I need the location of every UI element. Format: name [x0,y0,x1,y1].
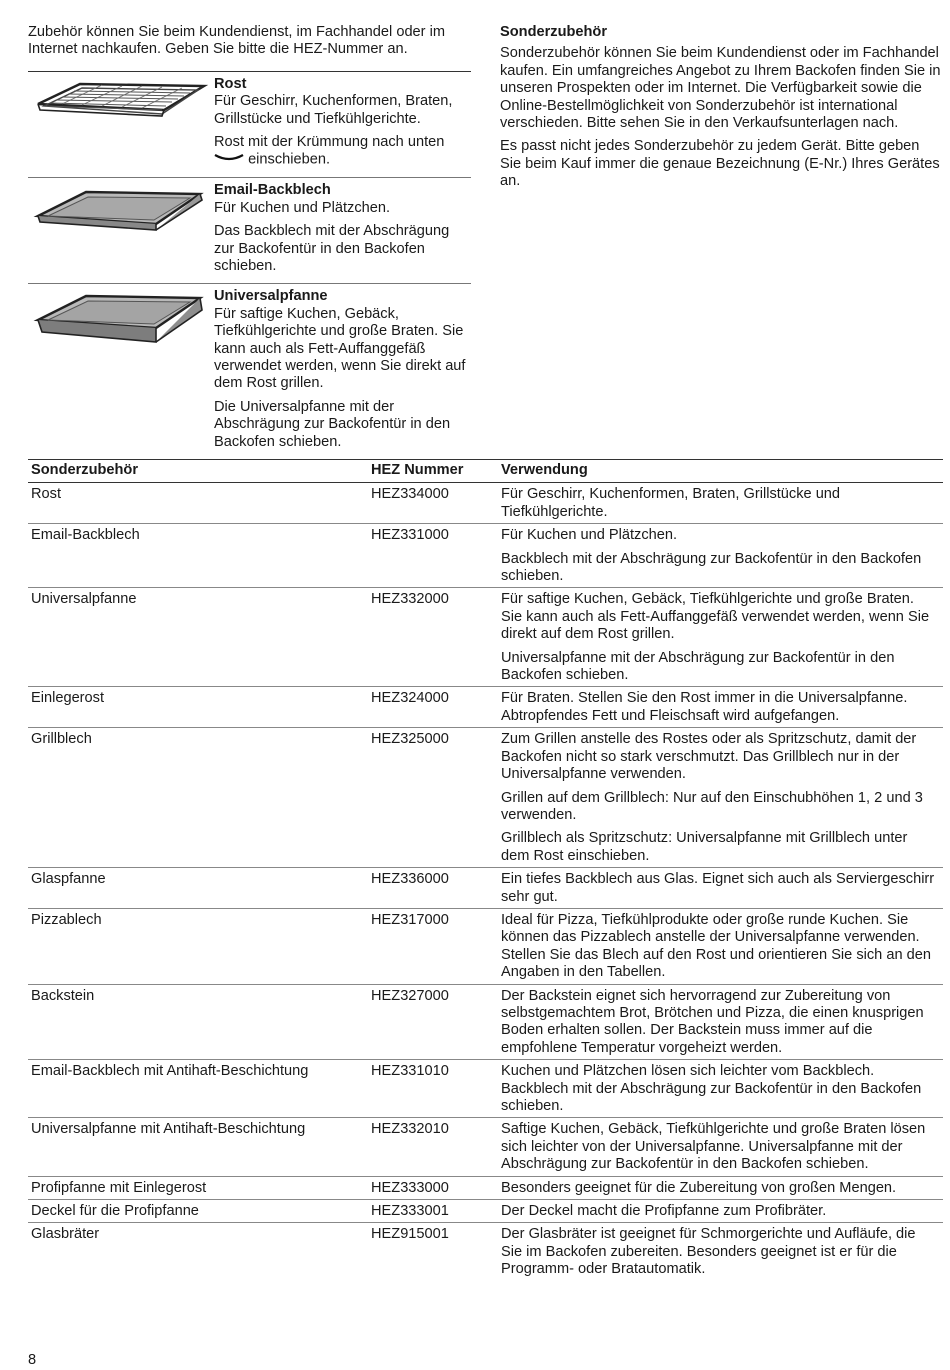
accessory-note-after: einschieben. [248,152,331,168]
table-header-row [28,460,943,483]
table-row [28,686,943,727]
cell-use [501,1203,943,1220]
cell-hez: HEZ332000 [371,591,449,608]
cell-name: Glaspfanne [31,871,106,888]
table-row [28,867,943,908]
universal-pan-icon [28,288,214,376]
accessory-list [28,71,471,460]
cell-hez: HEZ332010 [371,1121,449,1138]
use-paragraph: Grillblech als Spritzschutz: Universalpfanne mit Grillblech unter dem Rost einschieben. [501,830,908,864]
cell-use [501,1226,943,1278]
header-cell: HEZ Nummer [371,462,464,478]
use-paragraph: Zum Grillen anstelle des Rostes oder als Spritzschutz, damit der Backofen nicht so stark verschmutzt. Das Grillblech nur in der Universalpfanne verwenden. [501,731,917,783]
use-paragraph: Universalpfanne mit der Abschrägung zur Backofentür in den Backofen schieben. [501,649,895,684]
table-row [28,984,943,1060]
baking-tray-icon [28,182,214,270]
cell-use [501,731,943,865]
paragraph: Es passt nicht jedes Sonderzubehör zu jedem Gerät. Bitte geben Sie beim Kauf immer die genaue Bezeichnung (E-Nr.) Ihres Gerätes an. [500,138,940,190]
accessory-desc: Für saftige Kuchen, Gebäck, Tiefkühlgerichte und große Braten. Sie kann auch als Fett-Auffanggefäß verwendet werden, wenn Sie direkt auf dem Rost grillen. [214,305,466,392]
header-cell: Sonderzubehör [31,462,139,478]
accessory-rost-text [214,76,471,176]
use-paragraph: Ideal für Pizza, Tiefkühlprodukte oder große runde Kuchen. Sie können das Pizzablech anstelle der Universalpfanne verwenden. Stellen Sie das Blech auf den Rost und orientieren Sie sich an den Angaben in den Tabellen. [501,911,931,981]
cell-name: Glasbräter [31,1226,100,1243]
use-paragraph: Besonders geeignet für die Zubereitung von großen Mengen. [501,1179,897,1196]
intro-text: Zubehör können Sie beim Kundendienst, im Fachhandel oder im Internet nachkaufen. Geben Sie bitte die HEZ-Nummer an. [28,24,445,58]
cell-hez: HEZ915001 [371,1226,449,1243]
use-paragraph: Für Braten. Stellen Sie den Rost immer in die Universalpfanne. Abtropfendes Fett und Fleischsaft wird aufgefangen. [501,690,908,724]
table-row [28,587,943,686]
cell-hez: HEZ327000 [371,987,449,1004]
use-paragraph: Ein tiefes Backblech aus Glas. Eignet sich auch als Serviergeschirr sehr gut. [501,871,935,905]
page-number: 8 [28,1352,37,1368]
accessories-column [28,24,471,460]
use-paragraph: Saftige Kuchen, Gebäck, Tiefkühlgerichte und große Braten lösen sich leichter von der Universalpfanne. Universalpfanne mit der Abschrägung zur Backofentür in den Backofen schieben. [501,1121,926,1173]
accessory-note: Das Backblech mit der Abschrägung zur Backofentür in den Backofen schieben. [214,223,450,275]
accessory-universalpfanne [28,283,471,459]
cell-hez: HEZ331000 [371,527,449,544]
table-row [28,483,943,523]
header-cell: Verwendung [501,462,588,478]
cell-name: Backstein [31,987,95,1004]
cell-name: Email-Backblech mit Antihaft-Beschichtung [31,1063,309,1080]
cell-name: Rost [31,486,62,503]
cell-name: Universalpfanne [31,591,137,608]
use-paragraph: Für saftige Kuchen, Gebäck, Tiefkühlgerichte und große Braten. Sie kann auch als Fett-Auffanggefäß verwendet werden, wenn Sie direkt auf dem Rost grillen. [501,591,930,643]
cell-use [501,527,943,585]
cell-name: Pizzablech [31,911,102,928]
curve-down-icon [214,151,244,168]
cell-use [501,690,943,725]
table-row [28,1117,943,1175]
section-heading: Sonderzubehör [500,24,608,40]
cell-hez: HEZ333001 [371,1203,449,1220]
use-paragraph: Backblech mit der Abschrägung zur Backofentür in den Backofen schieben. [501,550,922,585]
cell-use [501,912,943,982]
cell-name: Deckel für die Profipfanne [31,1203,199,1220]
cell-use [501,591,943,684]
cell-use [501,486,943,521]
table-row [28,1199,943,1222]
accessory-backblech-text [214,182,471,281]
accessory-title: Rost [214,75,247,92]
paragraph: Sonderzubehör können Sie beim Kundendienst oder im Fachhandel kaufen. Ein umfangreiches Angebot zu Ihrem Backofen finden Sie in unseren Prospekten oder im Internet. Die Verfügbarkeit sowie die Online-Bestellmöglichkeit von Sonderzubehör ist international verschieden. Bitte sehen Sie in den Verkaufsunterlagen nach. [500,45,941,132]
table-row [28,523,943,587]
cell-hez: HEZ334000 [371,486,449,503]
table-row [28,908,943,984]
special-accessories-column [500,24,942,197]
accessory-backblech [28,177,471,283]
table-row [28,727,943,867]
use-paragraph: Der Deckel macht die Profipfanne zum Profibräter. [501,1203,827,1220]
use-paragraph: Für Kuchen und Plätzchen. [501,527,678,544]
cell-hez: HEZ333000 [371,1179,449,1196]
cell-use [501,1121,943,1173]
cell-use [501,1180,943,1197]
cell-name: Profipfanne mit Einlegerost [31,1179,207,1196]
use-paragraph: Kuchen und Plätzchen lösen sich leichter vom Backblech. Backblech mit der Abschrägung zur Backofentür in den Backofen schieben. [501,1063,922,1114]
table-row [28,1222,943,1280]
accessory-rost [28,72,471,178]
cell-name: Grillblech [31,731,92,748]
table-row [28,1176,943,1199]
cell-name: Universalpfanne mit Antihaft-Beschichtung [31,1121,306,1138]
cell-hez: HEZ331010 [371,1063,449,1080]
accessory-table [28,459,943,1281]
accessory-note: Die Universalpfanne mit der Abschrägung zur Backofentür in den Backofen schieben. [214,398,451,450]
cell-name: Einlegerost [31,690,105,707]
cell-hez: HEZ324000 [371,690,449,707]
accessory-universalpfanne-text [214,288,471,457]
cell-use [501,871,943,906]
accessory-desc: Für Kuchen und Plätzchen. [214,199,391,216]
accessory-title: Universalpfanne [214,288,328,305]
use-paragraph: Der Backstein eignet sich hervorragend zur Zubereitung von selbstgemachtem Brot, Brötchen und Pizza, die einen knusprigen Boden erhalten sollen. Der Backstein muss immer auf die empfohlene Temperatur vorgeheizt werden. [501,987,924,1056]
oven-rack-icon [28,76,214,164]
use-paragraph: Für Geschirr, Kuchenformen, Braten, Grillstücke und Tiefkühlgerichte. [501,486,841,520]
cell-hez: HEZ317000 [371,911,449,928]
accessory-note-before: Rost mit der Krümmung nach unten [214,134,445,151]
accessory-note [214,134,471,169]
cell-use [501,988,943,1058]
cell-hez: HEZ336000 [371,871,449,888]
use-paragraph: Grillen auf dem Grillblech: Nur auf den Einschubhöhen 1, 2 und 3 verwenden. [501,789,923,823]
table-row [28,1059,943,1117]
use-paragraph: Der Glasbräter ist geeignet für Schmorgerichte und Aufläufe, die Sie im Backofen zubereiten. Besonders geeignet ist er für die Programm- oder Bratautomatik. [501,1226,916,1278]
accessory-title: Email-Backblech [214,182,331,199]
accessory-desc: Für Geschirr, Kuchenformen, Braten, Grillstücke und Tiefkühlgerichte. [214,93,453,127]
cell-name: Email-Backblech [31,527,140,544]
cell-use [501,1063,943,1115]
cell-hez: HEZ325000 [371,731,449,748]
